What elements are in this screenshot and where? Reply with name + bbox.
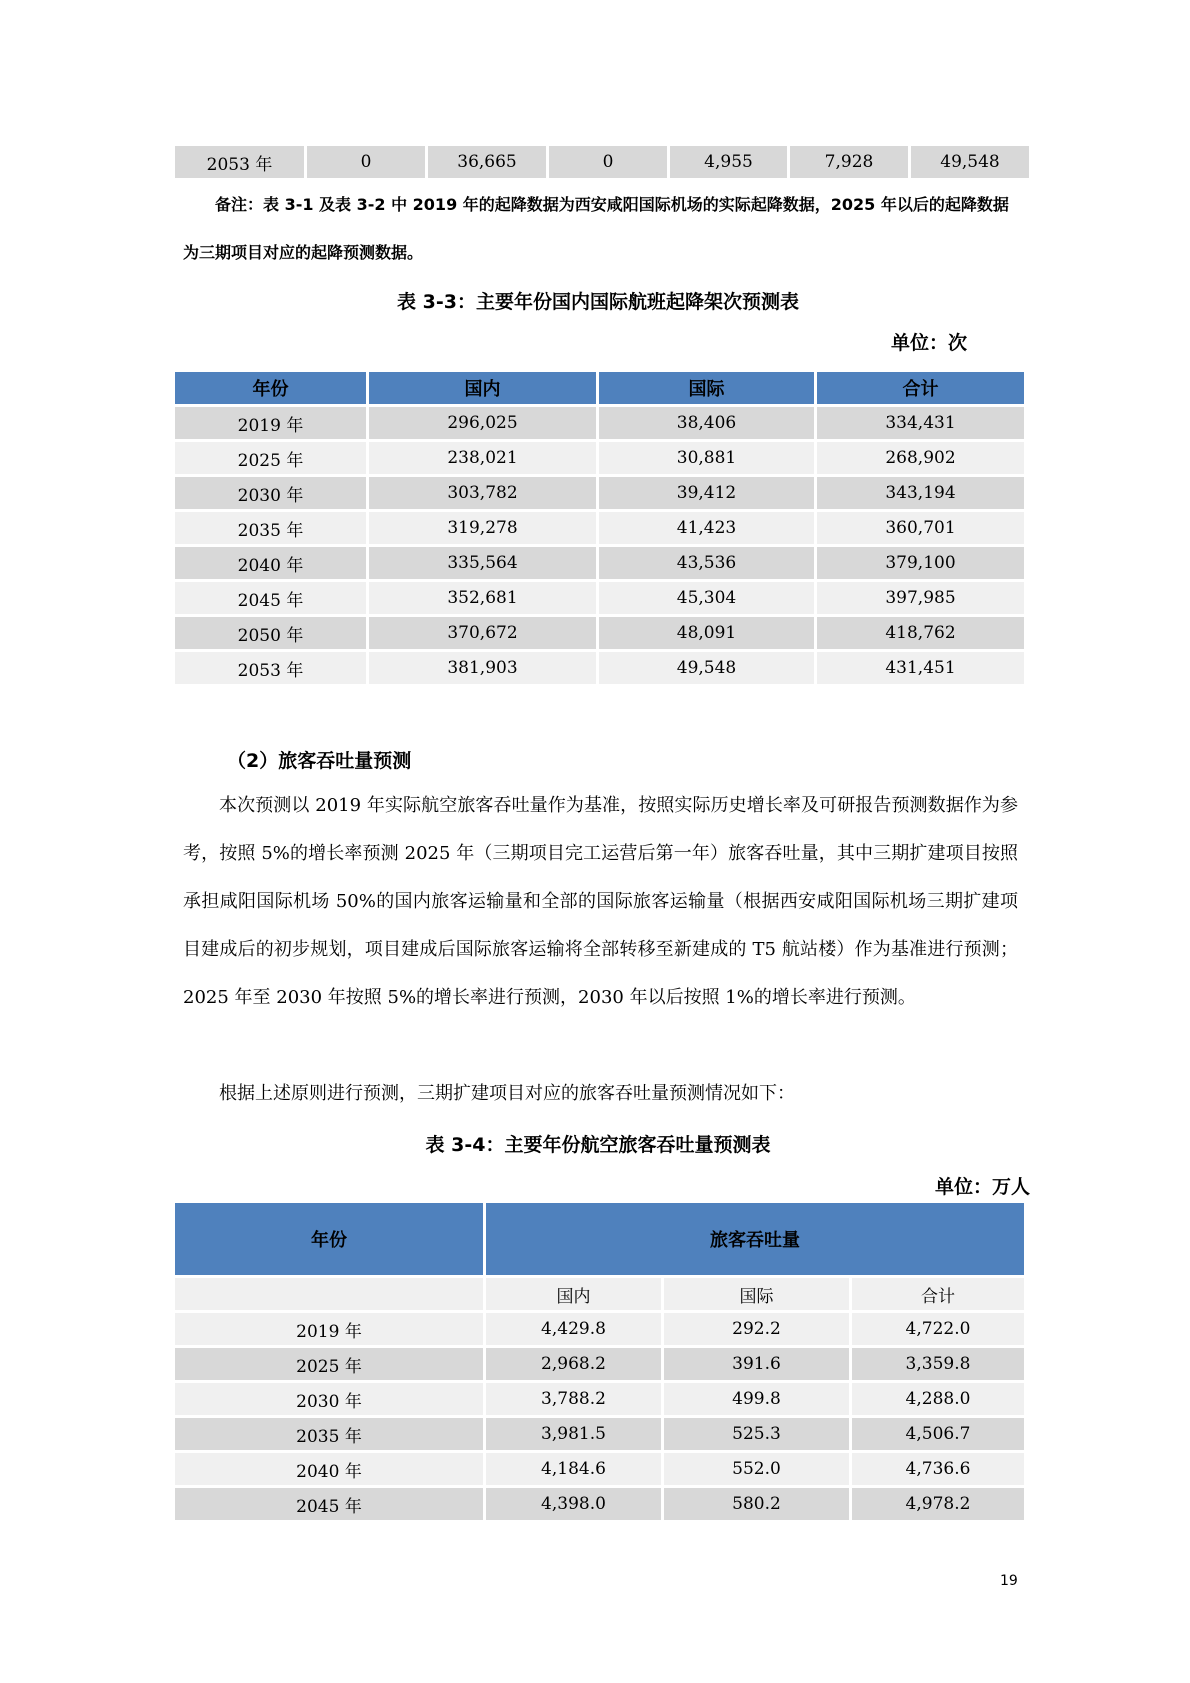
table-cell: 2040 年 xyxy=(175,547,366,579)
table-cell: 2035 年 xyxy=(175,1418,483,1450)
table-cell: 3,981.5 xyxy=(486,1418,661,1450)
table-cell: 335,564 xyxy=(369,547,596,579)
table-cell: 0 xyxy=(549,146,667,178)
table-cell: 49,548 xyxy=(911,146,1029,178)
table-cell: 4,184.6 xyxy=(486,1453,661,1485)
table-row xyxy=(175,477,1024,509)
table-cell: 2053 年 xyxy=(175,652,366,684)
table-cell: 2025 年 xyxy=(175,1348,483,1380)
table-3-4 xyxy=(172,1200,1027,1523)
table-cell: 2030 年 xyxy=(175,1383,483,1415)
table-cell: 525.3 xyxy=(664,1418,849,1450)
table-cell: 2019 年 xyxy=(175,1313,483,1345)
paragraph: 本次预测以 2019 年实际航空旅客吞吐量作为基准，按照实际历史增长率及可研报告预测数据作为参考，按照 5%的增长率预测 2025 年（三期项目完工运营后第一年）旅客吞吐量，其中三期扩建项目按照承担咸阳国际机场 50%的国内旅客运输量和全部的国际旅客运输量（根据西安咸阳国际机场三期扩建项目建成后的初步规划，项目建成后国际旅客运输将全部转移至新建成的 T5 航站楼）作为基准进行预测；2025 年至 2030 年按照 5%的增长率进行预测，2030 年以后按照 1%的增长率进行预测。 xyxy=(183,795,1018,1008)
table-cell: 3,359.8 xyxy=(852,1348,1024,1380)
subheader-international: 国际 xyxy=(664,1278,849,1310)
paragraph: 根据上述原则进行预测，三期扩建项目对应的旅客吞吐量预测情况如下： xyxy=(219,1083,795,1104)
page-number: 19 xyxy=(1000,1573,1018,1589)
table-cell: 0 xyxy=(307,146,425,178)
table-cell: 48,091 xyxy=(599,617,814,649)
table-row xyxy=(175,547,1024,579)
header-year: 年份 xyxy=(175,1203,483,1275)
table-cell: 431,451 xyxy=(817,652,1024,684)
table-cell: 319,278 xyxy=(369,512,596,544)
subheader-blank xyxy=(175,1278,483,1310)
table-row xyxy=(175,1453,1024,1485)
subheader-domestic: 国内 xyxy=(486,1278,661,1310)
table-cell: 4,722.0 xyxy=(852,1313,1024,1345)
table-cell: 292.2 xyxy=(664,1313,849,1345)
table-row xyxy=(175,652,1024,684)
table-cell: 379,100 xyxy=(817,547,1024,579)
table-row xyxy=(175,512,1024,544)
table-row xyxy=(175,1313,1024,1345)
table-row xyxy=(175,1348,1024,1380)
table-cell: 4,398.0 xyxy=(486,1488,661,1520)
table-cell: 30,881 xyxy=(599,442,814,474)
table-row xyxy=(175,407,1024,439)
table-cell: 343,194 xyxy=(817,477,1024,509)
header-total: 合计 xyxy=(817,372,1024,404)
table-cell: 2053 年 xyxy=(175,146,304,178)
table-row xyxy=(175,617,1024,649)
table-cell: 4,429.8 xyxy=(486,1313,661,1345)
table-cell: 2019 年 xyxy=(175,407,366,439)
table-cell: 370,672 xyxy=(369,617,596,649)
table-3-3-caption: 表 3-3：主要年份国内国际航班起降架次预测表 xyxy=(397,291,799,313)
table-cell: 4,978.2 xyxy=(852,1488,1024,1520)
table-header-row xyxy=(175,372,1024,404)
table-cell: 39,412 xyxy=(599,477,814,509)
table-row xyxy=(175,442,1024,474)
table-cell: 352,681 xyxy=(369,582,596,614)
table-header-row xyxy=(175,1203,1024,1275)
table-cell: 2025 年 xyxy=(175,442,366,474)
header-domestic: 国内 xyxy=(369,372,596,404)
table-cell: 552.0 xyxy=(664,1453,849,1485)
section-heading: （2）旅客吞吐量预测 xyxy=(227,750,412,772)
table-cell: 4,506.7 xyxy=(852,1418,1024,1450)
table-cell: 2050 年 xyxy=(175,617,366,649)
table-row xyxy=(175,582,1024,614)
subheader-total: 合计 xyxy=(852,1278,1024,1310)
table-cell: 2045 年 xyxy=(175,582,366,614)
table-row xyxy=(175,1418,1024,1450)
table-cell: 2,968.2 xyxy=(486,1348,661,1380)
table-cell: 38,406 xyxy=(599,407,814,439)
table-3-3-unit: 单位：次 xyxy=(890,332,967,354)
table-cell: 360,701 xyxy=(817,512,1024,544)
table-row xyxy=(175,1383,1024,1415)
table-note: 备注：表 3-1 及表 3-2 中 2019 年的起降数据为西安咸阳国际机场的实际起降数据，2025 年以后的起降数据为三期项目对应的起降预测数据。 xyxy=(183,195,1009,262)
table-cell: 391.6 xyxy=(664,1348,849,1380)
table-cell: 41,423 xyxy=(599,512,814,544)
table-cell: 4,288.0 xyxy=(852,1383,1024,1415)
table-cell: 3,788.2 xyxy=(486,1383,661,1415)
table-cell: 4,736.6 xyxy=(852,1453,1024,1485)
table-3-4-caption: 表 3-4：主要年份航空旅客吞吐量预测表 xyxy=(425,1134,771,1156)
table-cell: 2030 年 xyxy=(175,477,366,509)
table-cell: 4,955 xyxy=(670,146,787,178)
table-cell: 36,665 xyxy=(428,146,546,178)
table-cell: 499.8 xyxy=(664,1383,849,1415)
table-cell: 580.2 xyxy=(664,1488,849,1520)
header-passenger-throughput: 旅客吞吐量 xyxy=(486,1203,1024,1275)
table-3-3 xyxy=(172,369,1027,687)
table-cell: 49,548 xyxy=(599,652,814,684)
header-international: 国际 xyxy=(599,372,814,404)
table-row xyxy=(175,146,1029,178)
table-cell: 397,985 xyxy=(817,582,1024,614)
table-cell: 268,902 xyxy=(817,442,1024,474)
table-cell: 2035 年 xyxy=(175,512,366,544)
table-cell: 418,762 xyxy=(817,617,1024,649)
table-cell: 7,928 xyxy=(790,146,908,178)
table-cell: 45,304 xyxy=(599,582,814,614)
table-subheader-row xyxy=(175,1278,1024,1310)
table-3-2-continuation xyxy=(172,143,1032,181)
table-cell: 334,431 xyxy=(817,407,1024,439)
table-cell: 238,021 xyxy=(369,442,596,474)
table-cell: 2040 年 xyxy=(175,1453,483,1485)
table-cell: 2045 年 xyxy=(175,1488,483,1520)
table-cell: 296,025 xyxy=(369,407,596,439)
table-cell: 381,903 xyxy=(369,652,596,684)
table-cell: 303,782 xyxy=(369,477,596,509)
header-year: 年份 xyxy=(175,372,366,404)
table-row xyxy=(175,1488,1024,1520)
table-cell: 43,536 xyxy=(599,547,814,579)
table-3-4-unit: 单位：万人 xyxy=(934,1176,1030,1198)
